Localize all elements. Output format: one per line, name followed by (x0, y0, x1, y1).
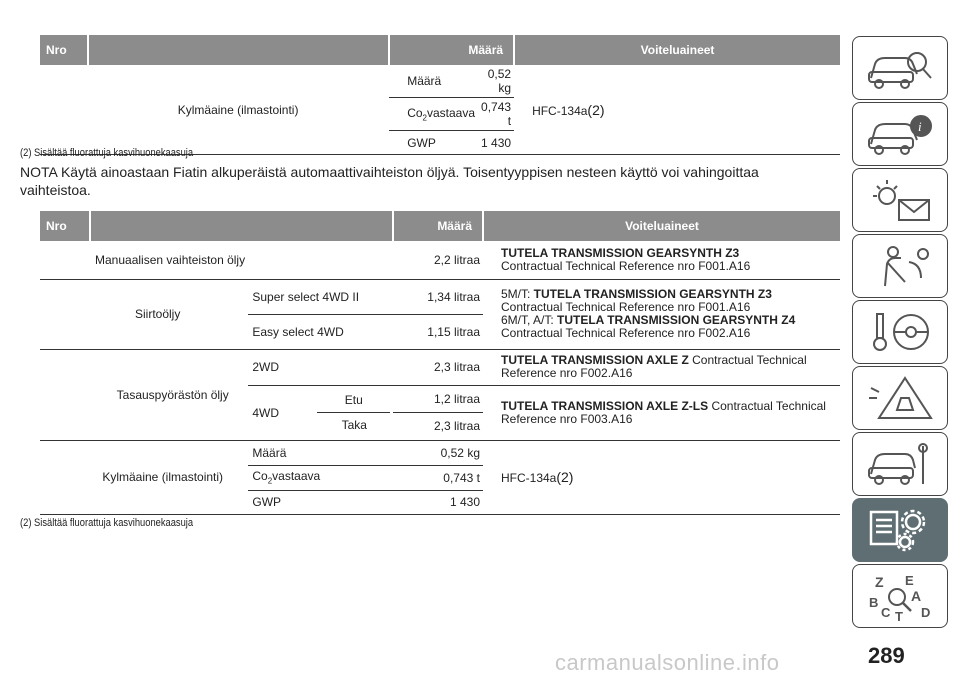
index-letter: A (911, 588, 922, 604)
lubricants-table: Nro Määrä Voiteluaineet Manuaalisen vaihteiston öljy 2,2 litraa TUTELA TRANSMISSION GEARSYNTH Z3 Contractual Technical Reference nro F001.A16 Siirtoöljy Super select 4WD II 1,34 litraa 5M/T: TUTELA TRANSMISSION GEARSYNTH Z3 Contractual Technical Reference nro F001.A16 6M/T, A/T: TUTELA TRANSMISSION GEARSYNTH Z4 Contractual Technical Reference nro F002.A16 Easy select 4WD 1,15 litraa Tasauspyörästön öljy 2WD 2,3 litraa TUTELA TRANSMISSION AXLE Z Contractual Technical Reference nro F002.A16 4WD Etu Taka 1,2 litraa TUTELA TRANSMISSION AXLE Z-LS Contractual Technical Reference nro F003.A16 2,3 litraa Kylmäaine (ilmastointi) Määrä 0,52 kg HFC-134a(2) $Co_2vastaava$ 0,743 t GWP 1 430 (40, 211, 840, 515)
footnote-bottom: (2) Sisältää fluorattuja kasvihuonekaasuja (20, 517, 194, 529)
page-number: 289 (868, 643, 905, 668)
table-row-transfer: Siirtoöljy Super select 4WD II 1,34 litraa 5M/T: TUTELA TRANSMISSION GEARSYNTH Z3 Contractual Technical Reference nro F001.A16 6M/T, A/T: TUTELA TRANSMISSION GEARSYNTH Z4 Contractual Technical Reference nro F002.A16 (40, 279, 840, 314)
index-letter: E (905, 573, 914, 588)
index-letter: Z (875, 574, 884, 590)
technical-data-icon[interactable] (852, 498, 948, 562)
index-letter: C (881, 605, 891, 620)
watermark: carmanualsonline.info (555, 650, 780, 675)
table-row-manual: Manuaalisen vaihteiston öljy 2,2 litraa TUTELA TRANSMISSION GEARSYNTH Z3 Contractual Technical Reference nro F001.A16 (40, 241, 840, 279)
note-text: NOTA Käytä ainoastaan Fiatin alkuperäistä automaattivaihteiston öljyä. Toisentyyppisen nesteen käyttö voi vahingoittaa vaihteistoa. (20, 164, 759, 198)
header-amount: Määrä (389, 35, 514, 65)
table-row: Kylmäaine (ilmastointi) Määrä 0,52 kg HFC-134a(2) (40, 65, 840, 98)
refrigerant-table-top (40, 35, 840, 155)
header-lubricant: Voiteluaineet (640, 43, 715, 57)
table-header: Nro Määrä Voiteluaineet (40, 211, 840, 241)
table-header (40, 35, 840, 65)
car-service-icon[interactable] (852, 432, 948, 496)
index-letter: D (921, 605, 931, 620)
car-search-icon[interactable] (852, 36, 948, 100)
row-label: Kylmäaine (ilmastointi) (40, 65, 389, 155)
svg-text:i: i (918, 119, 922, 134)
seatbelt-icon[interactable] (852, 234, 948, 298)
header-nro: Nro (40, 35, 88, 65)
lubricant-cell: HFC-134a(2) (514, 65, 840, 155)
index-letter: T (895, 609, 903, 621)
table-row-diff: Tasauspyörästön öljy 2WD 2,3 litraa TUTELA TRANSMISSION AXLE Z Contractual Technical Reference nro F002.A16 (40, 349, 840, 385)
table-row: GWP 1 430 (40, 131, 840, 155)
key-steering-icon[interactable] (852, 300, 948, 364)
footnote-top: (2) Sisältää fluorattuja kasvihuonekaasuja (20, 147, 194, 159)
car-info-icon[interactable] (852, 102, 948, 166)
breakdown-triangle-icon[interactable] (852, 366, 948, 430)
warning-lights-icon[interactable] (852, 168, 948, 232)
table-row-refrigerant: Kylmäaine (ilmastointi) Määrä 0,52 kg HFC-134a(2) (40, 440, 840, 465)
table-row: $Co_2vastaava$ 0,743 t (40, 98, 840, 131)
alphabet-index-icon[interactable] (852, 564, 948, 628)
index-letter: B (869, 595, 879, 610)
